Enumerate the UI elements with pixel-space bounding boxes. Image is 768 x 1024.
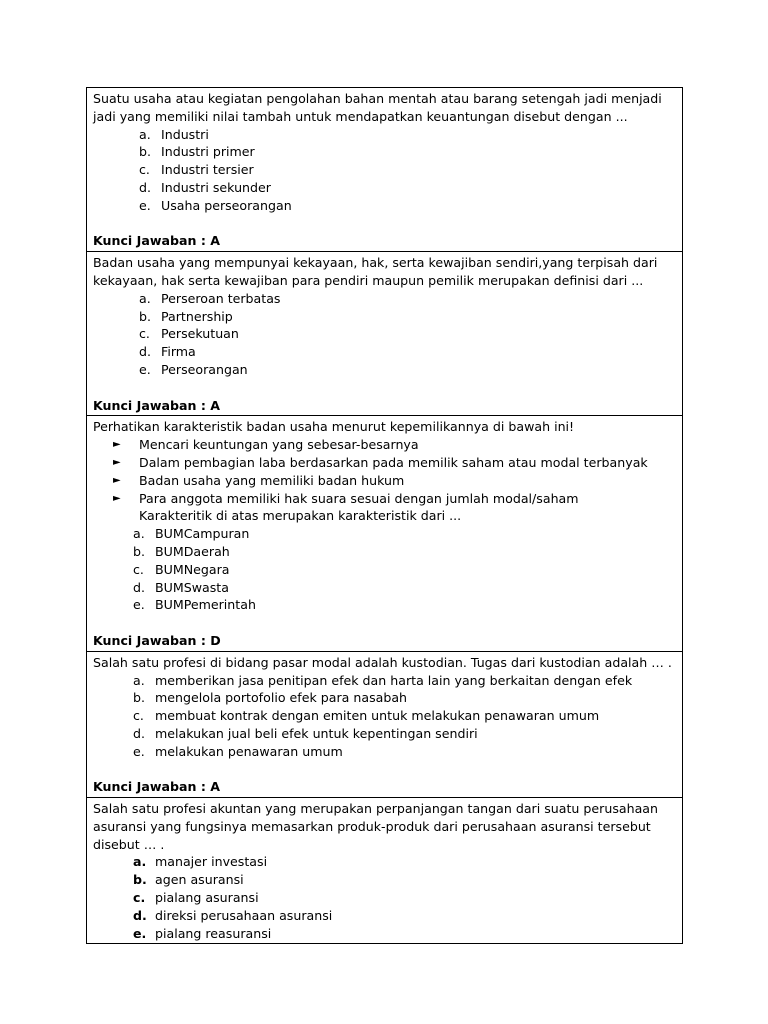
- option-d: [139, 179, 676, 197]
- options-list: [93, 126, 676, 215]
- option-text: Perseorangan: [161, 361, 248, 377]
- arrow-bullet-icon: ►: [113, 474, 121, 486]
- question-stem-line: Salah satu profesi akuntan yang merupakan perpanjangan tangan dari suatu perusahaan: [93, 801, 658, 817]
- option-text: BUMNegara: [155, 561, 230, 577]
- option-letter: c.: [133, 561, 144, 577]
- option-text: agen asuransi: [155, 872, 244, 888]
- option-c: [139, 161, 676, 179]
- option-letter: a.: [139, 290, 151, 306]
- option-a: [133, 672, 676, 690]
- option-text: pialang reasuransi: [155, 925, 272, 941]
- option-text: melakukan jual beli efek untuk kepentingan sendiri: [155, 725, 478, 741]
- arrow-bullet-icon: ►: [113, 492, 121, 504]
- answer-key: Kunci Jawaban : A: [93, 397, 220, 413]
- question-2: [86, 251, 683, 415]
- option-text: Perseroan terbatas: [161, 290, 281, 306]
- question-sheet: [86, 87, 683, 944]
- option-b: [133, 689, 676, 707]
- option-text: membuat kontrak dengan emiten untuk melakukan penawaran umum: [155, 708, 600, 724]
- option-text: Industri sekunder: [161, 179, 271, 195]
- option-a: [133, 525, 676, 543]
- option-letter: b.: [133, 543, 145, 559]
- bullet-item: [113, 472, 676, 490]
- bullet-list: [93, 436, 676, 507]
- option-e: [133, 596, 676, 614]
- option-c: [133, 707, 676, 725]
- option-letter: d.: [139, 179, 151, 195]
- question-3: [86, 415, 683, 650]
- option-b: [139, 308, 676, 326]
- option-text: Industri: [161, 126, 209, 142]
- option-d: [133, 725, 676, 743]
- option-text: BUMSwasta: [155, 579, 229, 595]
- option-text: Industri primer: [161, 144, 255, 160]
- option-e: [139, 197, 676, 215]
- option-letter: b.: [139, 308, 151, 324]
- option-letter: b.: [133, 690, 145, 706]
- option-letter: c.: [139, 326, 150, 342]
- question-stem-line: asuransi yang fungsinya memasarkan produk-produk dari perusahaan asuransi tersebut: [93, 818, 651, 834]
- question-stem-line: Badan usaha yang mempunyai kekayaan, hak, serta kewajiban sendiri,yang terpisah dari: [93, 255, 658, 271]
- option-d: [133, 907, 676, 925]
- option-letter: e.: [139, 361, 151, 377]
- option-c: [133, 561, 676, 579]
- option-letter: a.: [139, 126, 151, 142]
- option-d: [133, 579, 676, 597]
- option-text: Firma: [161, 344, 196, 360]
- bullet-item: [113, 454, 676, 472]
- option-b: [139, 143, 676, 161]
- option-text: BUMPemerintah: [155, 597, 256, 613]
- option-text: mengelola portofolio efek para nasabah: [155, 690, 408, 706]
- answer-key: Kunci Jawaban : A: [93, 233, 220, 249]
- options-list: [93, 672, 676, 761]
- option-c: [133, 889, 676, 907]
- question-1: [86, 87, 683, 251]
- option-letter: e.: [133, 925, 147, 941]
- option-b: [133, 871, 676, 889]
- option-e: [133, 925, 676, 943]
- question-stem-line: Perhatikan karakteristik badan usaha menurut kepemilikannya di bawah ini!: [93, 419, 575, 435]
- options-list: [93, 290, 676, 379]
- option-letter: c.: [133, 890, 146, 906]
- option-letter: e.: [133, 597, 145, 613]
- option-text: pialang asuransi: [155, 890, 259, 906]
- option-letter: d.: [133, 907, 147, 923]
- option-a: [139, 290, 676, 308]
- option-text: Usaha perseorangan: [161, 197, 292, 213]
- option-text: melakukan penawaran umum: [155, 743, 343, 759]
- answer-key: Kunci Jawaban : D: [93, 632, 221, 648]
- question-follow-up: Karakteritik di atas merupakan karakteristik dari ...: [139, 508, 462, 524]
- option-e: [133, 743, 676, 761]
- option-text: BUMCampuran: [155, 526, 250, 542]
- question-stem-line: Salah satu profesi di bidang pasar modal adalah kustodian. Tugas dari kustodian adalah … .: [93, 654, 672, 670]
- options-list: [93, 525, 676, 614]
- arrow-bullet-icon: ►: [113, 456, 121, 468]
- bullet-text: Mencari keuntungan yang sebesar-besarnya: [139, 437, 419, 453]
- option-letter: a.: [133, 672, 145, 688]
- option-text: manajer investasi: [155, 854, 268, 870]
- option-text: direksi perusahaan asuransi: [155, 907, 333, 923]
- question-stem-line: disebut … .: [93, 836, 165, 852]
- option-letter: d.: [133, 725, 145, 741]
- bullet-text: Dalam pembagian laba berdasarkan pada memilik saham atau modal terbanyak: [139, 454, 648, 470]
- option-text: Partnership: [161, 308, 233, 324]
- bullet-text: Para anggota memiliki hak suara sesuai dengan jumlah modal/saham: [139, 490, 579, 506]
- option-letter: b.: [139, 144, 151, 160]
- question-4: [86, 651, 683, 797]
- option-letter: e.: [133, 743, 145, 759]
- option-letter: c.: [133, 708, 144, 724]
- option-a: [133, 853, 676, 871]
- option-letter: c.: [139, 162, 150, 178]
- option-c: [139, 325, 676, 343]
- bullet-text: Badan usaha yang memiliki badan hukum: [139, 472, 405, 488]
- options-list: [93, 853, 676, 942]
- bullet-item: [113, 436, 676, 454]
- question-5: [86, 797, 683, 944]
- option-e: [139, 361, 676, 379]
- option-text: Industri tersier: [161, 162, 254, 178]
- question-stem-line: jadi yang memiliki nilai tambah untuk mendapatkan keuantungan disebut dengan ...: [93, 108, 628, 124]
- option-letter: d.: [133, 579, 145, 595]
- option-letter: b.: [133, 872, 147, 888]
- question-stem-line: kekayaan, hak serta kewajiban para pendiri maupun pemilik merupakan definisi dari ...: [93, 272, 644, 288]
- bullet-item: [113, 490, 676, 508]
- option-letter: a.: [133, 526, 145, 542]
- option-letter: d.: [139, 344, 151, 360]
- question-stem-line: Suatu usaha atau kegiatan pengolahan bahan mentah atau barang setengah jadi menjadi: [93, 91, 662, 106]
- option-letter: a.: [133, 854, 147, 870]
- option-b: [133, 543, 676, 561]
- option-text: Persekutuan: [161, 326, 239, 342]
- option-text: BUMDaerah: [155, 543, 230, 559]
- option-text: memberikan jasa penitipan efek dan harta lain yang berkaitan dengan efek: [155, 672, 633, 688]
- option-letter: e.: [139, 197, 151, 213]
- arrow-bullet-icon: ►: [113, 439, 121, 451]
- option-d: [139, 343, 676, 361]
- answer-key: Kunci Jawaban : A: [93, 779, 220, 795]
- option-a: [139, 126, 676, 144]
